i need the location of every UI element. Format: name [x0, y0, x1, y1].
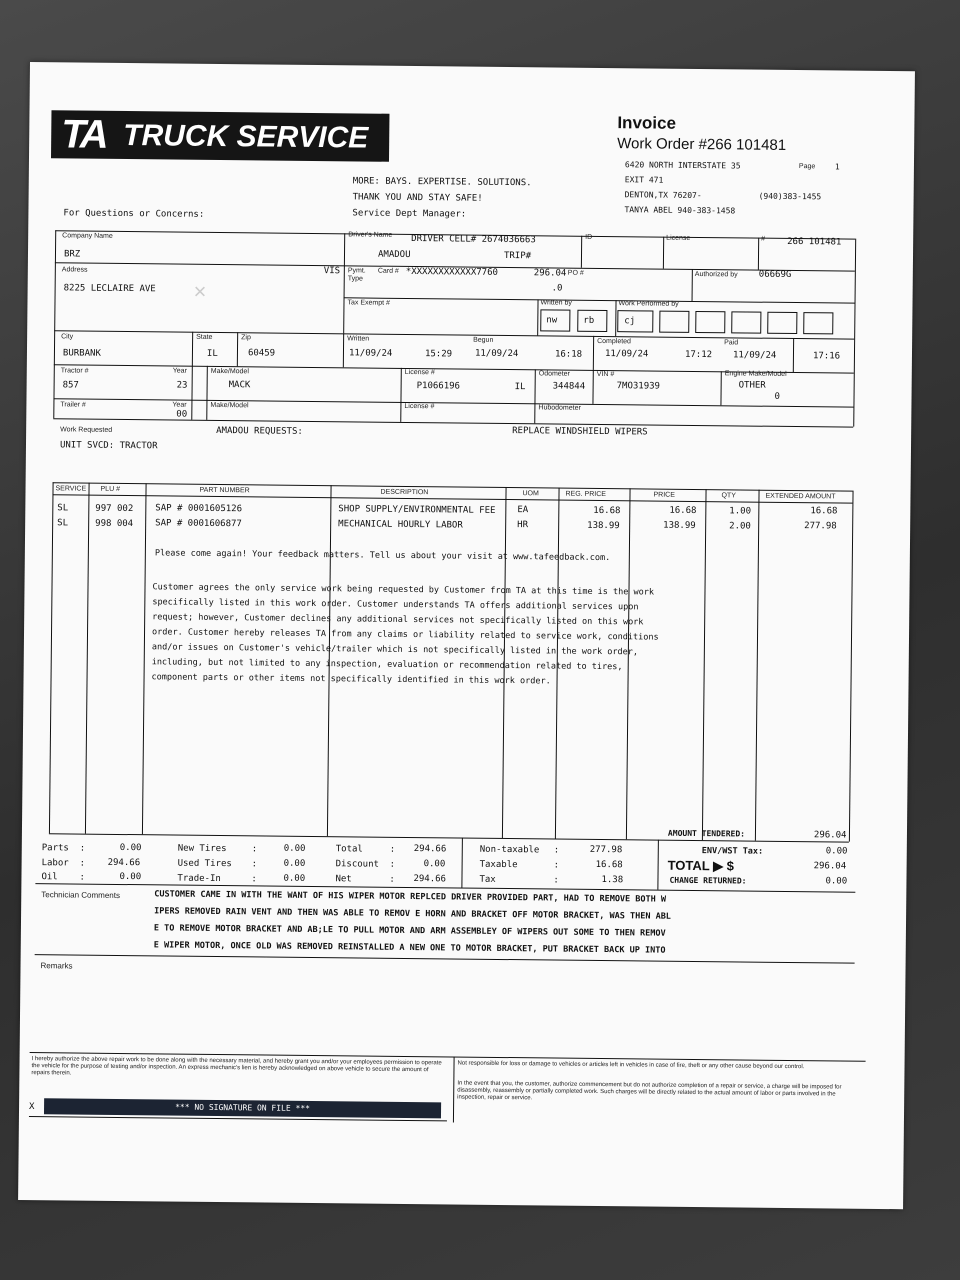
- total-label: Total: [335, 844, 363, 855]
- label-company: Company Name: [62, 232, 113, 240]
- labor-value: 294.66: [107, 857, 141, 869]
- colon: :: [389, 844, 396, 855]
- card-number: *XXXXXXXXXXXX7760: [405, 266, 498, 278]
- row-part: SAP # 0001605126: [155, 503, 243, 515]
- label-license-2: License #: [404, 368, 435, 377]
- grid-line: [758, 238, 759, 270]
- written-by-value: nw: [546, 315, 558, 326]
- unit-serviced: UNIT SVCD: TRACTOR: [59, 440, 158, 452]
- row-extended: 16.68: [810, 506, 838, 517]
- col-extended: EXTENDED AMOUNT: [765, 492, 836, 501]
- taxable-label: Taxable: [479, 859, 518, 871]
- label-tractor: Tractor #: [60, 367, 89, 375]
- grid-line: [142, 483, 147, 834]
- company-name: BRZ: [63, 249, 81, 260]
- label-engine: Engine Make/Model: [724, 370, 787, 378]
- env-tax-value: 0.00: [825, 846, 848, 857]
- label-trailer: Trailer #: [60, 401, 86, 409]
- col-price: PRICE: [653, 491, 675, 499]
- tech-1: rb: [583, 315, 595, 326]
- written-time: 15:29: [424, 349, 453, 360]
- disclaimer-line: and/or issues on Customer's vehicle/trailer which is not specifically listed in the work order,: [151, 642, 639, 658]
- colon: :: [79, 843, 86, 854]
- change-returned-value: 0.00: [825, 876, 848, 887]
- label-driver: Driver's Name: [348, 231, 393, 239]
- nontaxable-label: Non-taxable: [479, 844, 540, 856]
- box: [617, 310, 653, 332]
- label-work-performed: Work Performed by: [618, 300, 679, 308]
- discount-label: Discount: [335, 859, 380, 870]
- box: [659, 311, 689, 333]
- amount-tendered-label: AMOUNT TENDERED:: [667, 828, 746, 839]
- zip-value: 60459: [247, 348, 276, 359]
- label-make-model-2: Make/Model: [210, 401, 249, 410]
- label-zip: Zip: [241, 334, 251, 342]
- grid-line: [453, 1056, 455, 1122]
- work-requested: REPLACE WINDSHIELD WIPERS: [512, 426, 648, 438]
- begun-time: 16:18: [554, 349, 583, 360]
- tech-comments-label: Technician Comments: [41, 890, 121, 900]
- engine-zero: 0: [774, 391, 781, 402]
- grid-line: [400, 368, 402, 422]
- disclaimer-line: request; however, Customer declines any additional services not specifically listed on this work: [152, 612, 644, 628]
- disclaimer-line: including, but not limited to any inspection, evaluation or recommendation related to tires,: [151, 657, 623, 673]
- signature-bar: *** NO SIGNATURE ON FILE ***: [44, 1098, 441, 1118]
- card-amount: 296.04: [533, 268, 567, 279]
- label-license-3: License #: [404, 402, 435, 411]
- tax-label: Tax: [479, 874, 496, 885]
- grand-total-label: TOTAL ▶ $: [667, 857, 735, 874]
- grid-line: [849, 491, 854, 842]
- colon: :: [251, 859, 258, 870]
- charge-note: In the event that you, the customer, authorize commencement but do not authorize completion of a repair or service, a charge will be imposed for disassembly, reassembly or partially completed work. Such charges will be directly related to the actual amount of labor or parts involved in the inspection, repair or service.: [457, 1080, 842, 1102]
- tech-comment-line: CUSTOMER CAME IN WITH THE WANT OF HIS WIPER MOTOR REPLCED DRIVER PROVIDED PART, HAD TO REMOVE BOTH W: [154, 889, 667, 905]
- grid-line: [663, 237, 664, 269]
- paid-time: 17:16: [812, 351, 841, 362]
- signature-x: X: [29, 1102, 35, 1113]
- parts-value: 0.00: [119, 842, 142, 854]
- new-tires-label: New Tires: [177, 843, 227, 855]
- tech-2: cj: [624, 316, 636, 327]
- parts-label: Parts: [41, 843, 69, 854]
- row-extended: 277.98: [804, 521, 837, 532]
- tagline-1: MORE: BAYS. EXPERTISE. SOLUTIONS.: [352, 176, 532, 189]
- driver-name: AMADOU: [377, 249, 411, 260]
- box: [731, 311, 761, 333]
- change-returned-label: CHANGE RETURNED:: [669, 875, 747, 886]
- address-line-3: DENTON,TX 76207-: [624, 190, 702, 201]
- colon: :: [553, 845, 560, 856]
- trade-in-value: 0.00: [283, 873, 306, 884]
- disclaimer-line: component parts or other items not specifically identified in this work order.: [151, 672, 551, 687]
- colon: :: [389, 874, 395, 885]
- col-plu: PLU #: [100, 485, 121, 493]
- row-reg-price: 138.99: [587, 520, 620, 532]
- grid-line: [702, 489, 707, 840]
- grid-line: [35, 954, 855, 964]
- remarks-label: Remarks: [40, 961, 73, 971]
- grand-total-value: 296.04: [813, 861, 847, 872]
- used-tires-label: Used Tires: [177, 858, 232, 870]
- grid-line: [692, 269, 693, 301]
- row-uom: EA: [517, 505, 529, 516]
- oil-value: 0.00: [119, 871, 142, 883]
- grid-line: [657, 840, 659, 890]
- label-authorized: Authorized by: [694, 270, 738, 279]
- grid-line: [755, 490, 760, 841]
- grid-line: [237, 332, 238, 366]
- grid-line: [461, 838, 463, 888]
- manager-contact: TANYA ABEL 940-383-1458: [624, 205, 736, 216]
- address-line-2: EXIT 471: [624, 175, 664, 185]
- row-plu: 997 002: [95, 503, 134, 515]
- colon: :: [251, 874, 257, 885]
- liability-text: Not responsible for loss or damage to vehicles or articles left in vehicles in case of fire, theft or any other cause beyond our control.: [457, 1060, 805, 1071]
- grid-line: [534, 369, 536, 423]
- grid-line: [344, 297, 855, 303]
- driver-cell: DRIVER CELL# 2674036663: [411, 234, 536, 246]
- oil-label: Oil: [41, 872, 58, 883]
- page-number: 1: [834, 162, 840, 172]
- grid-line: [537, 299, 538, 335]
- trip-label: TRIP#: [503, 250, 532, 262]
- grid-line: [593, 336, 594, 370]
- label-odometer: Odometer: [538, 370, 570, 378]
- label-city: City: [61, 333, 74, 341]
- store-phone: (940)383-1455: [758, 191, 822, 202]
- table-top-line: [53, 482, 853, 491]
- label-hubodometer: Hubodometer: [538, 404, 581, 412]
- disclaimer-line: Customer agrees the only service work being requested by Customer from TA at this time is the work: [152, 582, 655, 598]
- colon: :: [79, 858, 86, 869]
- grid-line: [206, 366, 208, 420]
- license-state: IL: [514, 382, 526, 393]
- tech-comment-line: IPERS REMOVED RAIN VENT AND THEN WAS ABLE TO REMOV E HORN AND BRACKET OFF MOTOR BRACKET, WAS THEN ABL: [154, 906, 672, 922]
- tractor-number: 857: [62, 380, 79, 391]
- total-value: 294.66: [413, 844, 447, 855]
- questions-label: For Questions or Concerns:: [63, 208, 205, 220]
- labor-label: Labor: [41, 858, 69, 869]
- col-uom: UOM: [522, 490, 539, 498]
- disclaimer-line: specifically listed in this work order. Customer understands TA offers additional services upon: [152, 597, 639, 613]
- label-begun: Begun: [473, 336, 494, 344]
- tagline-3: Service Dept Manager:: [352, 208, 467, 220]
- grid-line: [53, 418, 853, 427]
- box: [695, 311, 725, 333]
- label-po: PO #: [567, 269, 584, 277]
- tractor-year: 23: [176, 380, 188, 391]
- disclaimer-line: order. Customer hereby releases TA from any claims or liability related to service work, conditions: [151, 627, 659, 643]
- odometer-value: 344844: [552, 381, 586, 392]
- amount-tendered: 296.04: [813, 830, 847, 841]
- label-id: ID: [585, 233, 593, 241]
- tagline-2: THANK YOU AND STAY SAFE!: [352, 192, 483, 204]
- col-qty: QTY: [721, 492, 736, 500]
- label-completed: Completed: [597, 337, 631, 346]
- requests-label: AMADOU REQUESTS:: [216, 425, 303, 437]
- row-plu: 998 004: [95, 518, 134, 530]
- discount-value: 0.00: [423, 859, 446, 870]
- row-desc: SHOP SUPPLY/ENVIRONMENTAL FEE: [338, 504, 496, 516]
- invoice-page: [18, 62, 915, 1209]
- taxable-value: 16.68: [595, 859, 623, 871]
- grid-line: [853, 239, 856, 427]
- logo-mark: TA: [61, 112, 106, 157]
- authorized-by: 06669G: [758, 269, 792, 280]
- box: [803, 312, 833, 334]
- feedback-note: Please come again! Your feedback matters. Tell us about your visit at www.tafeedback.com.: [154, 548, 611, 564]
- grid-line: [793, 338, 794, 372]
- license-plate: P1066196: [416, 381, 461, 392]
- label-written-by: Written by: [540, 299, 572, 307]
- authorization-text: I hereby authorize the above repair work to be done along with the necessary material, and hereby grant you and/or your employees permission to operate the vehicle for the purpose of testing and/or inspection. An express mechanic's lien is hereby acknowledged on above vehicle to secure the amount of repairs therein.: [31, 1056, 442, 1077]
- page-label: Page: [798, 163, 816, 171]
- label-vis: VIS: [323, 266, 341, 277]
- row-reg-price: 16.68: [593, 505, 621, 517]
- row-price: 138.99: [663, 520, 696, 531]
- work-order-number: Work Order #266 101481: [617, 135, 787, 154]
- address-line-1: 6420 NORTH INTERSTATE 35: [624, 160, 741, 171]
- label-vin: VIN #: [596, 370, 615, 379]
- tractor-make: MACK: [228, 380, 251, 391]
- tech-comment-line: E TO REMOVE MOTOR BRACKET AND AB;LE TO PULL MOTOR AND ARM ASSEMBLEY OF WIPERS OUT SOME TO THEN REMOV: [153, 923, 666, 939]
- colon: :: [389, 859, 396, 870]
- label-hash: #: [761, 235, 766, 243]
- paid-date: 11/09/24: [732, 350, 777, 361]
- row-price: 16.68: [669, 505, 697, 517]
- completed-date: 11/09/24: [604, 349, 649, 360]
- completed-time: 17:12: [684, 349, 713, 361]
- label-type: Type: [347, 275, 363, 283]
- col-reg-price: REG. PRICE: [565, 490, 606, 499]
- colon: :: [553, 875, 559, 886]
- label-make-model: Make/Model: [210, 367, 249, 376]
- grid-line: [592, 370, 593, 404]
- label-state: State: [196, 333, 213, 341]
- engine-value: OTHER: [738, 380, 766, 391]
- row-qty: 2.00: [729, 521, 751, 532]
- blank-x-mark: ×: [193, 278, 207, 304]
- grid-line: [343, 333, 344, 367]
- state-value: IL: [206, 348, 218, 359]
- label-address: Address: [61, 266, 88, 274]
- row-desc: MECHANICAL HOURLY LABOR: [338, 519, 463, 531]
- new-tires-value: 0.00: [283, 843, 306, 854]
- colon: :: [553, 860, 560, 871]
- customer-address: 8225 LECLAIRE AVE: [63, 283, 156, 295]
- row-part: SAP # 0001606877: [155, 518, 242, 530]
- used-tires-value: 0.00: [283, 858, 306, 869]
- label-license: License: [666, 234, 691, 242]
- colon: :: [251, 844, 258, 855]
- label-year: Year: [172, 367, 187, 375]
- written-date: 11/09/24: [348, 348, 393, 359]
- grid-line: [49, 482, 54, 833]
- label-tax-exempt: Tax Exempt #: [347, 299, 390, 307]
- tech-comment-line: E WIPER MOTOR, ONCE OLD WAS REMOVED REINSTALLED A NEW ONE TO MOTOR BRACKET, PUT BRACKET BACK UP INTO: [153, 940, 666, 956]
- wo-number-field: 266 101481: [787, 236, 842, 248]
- label-card: Card #: [377, 267, 399, 275]
- grid-line: [626, 488, 631, 839]
- grid-line: [191, 332, 193, 420]
- col-description: DESCRIPTION: [380, 488, 429, 497]
- label-paid: Paid: [724, 339, 739, 347]
- col-service: SERVICE: [55, 485, 87, 493]
- begun-date: 11/09/24: [474, 348, 519, 360]
- label-year-2: Year: [172, 401, 187, 409]
- col-part-number: PART NUMBER: [199, 486, 250, 495]
- trailer-year: 00: [176, 409, 188, 420]
- invoice-title: Invoice: [617, 113, 677, 133]
- row-qty: 1.00: [729, 506, 752, 517]
- row-uom: HR: [517, 520, 529, 531]
- grid-line: [720, 371, 721, 405]
- grid-line: [53, 230, 56, 418]
- env-tax-label: ENV/WST Tax:: [701, 846, 764, 857]
- trade-in-label: Trade-In: [177, 873, 221, 885]
- grid-line: [581, 236, 582, 268]
- vin-value: 7MO31939: [616, 381, 661, 392]
- colon: :: [79, 872, 85, 883]
- logo-text: TRUCK SERVICE: [123, 118, 369, 155]
- tax-value: 1.38: [601, 875, 624, 886]
- label-work-requested: Work Requested: [60, 426, 113, 434]
- grid-line: [85, 483, 90, 834]
- label-pymt: Pymt.: [347, 267, 366, 275]
- net-label: Net: [335, 874, 352, 885]
- row-service: SL: [57, 518, 69, 529]
- net-value: 294.66: [413, 874, 447, 885]
- label-written: Written: [347, 335, 370, 343]
- city-value: BURBANK: [62, 348, 101, 359]
- grid-line: [343, 233, 345, 333]
- nontaxable-value: 277.98: [589, 844, 623, 856]
- card-zero: .0: [551, 283, 563, 294]
- ta-logo: [51, 110, 389, 162]
- row-service: SL: [57, 503, 69, 514]
- box: [767, 312, 797, 334]
